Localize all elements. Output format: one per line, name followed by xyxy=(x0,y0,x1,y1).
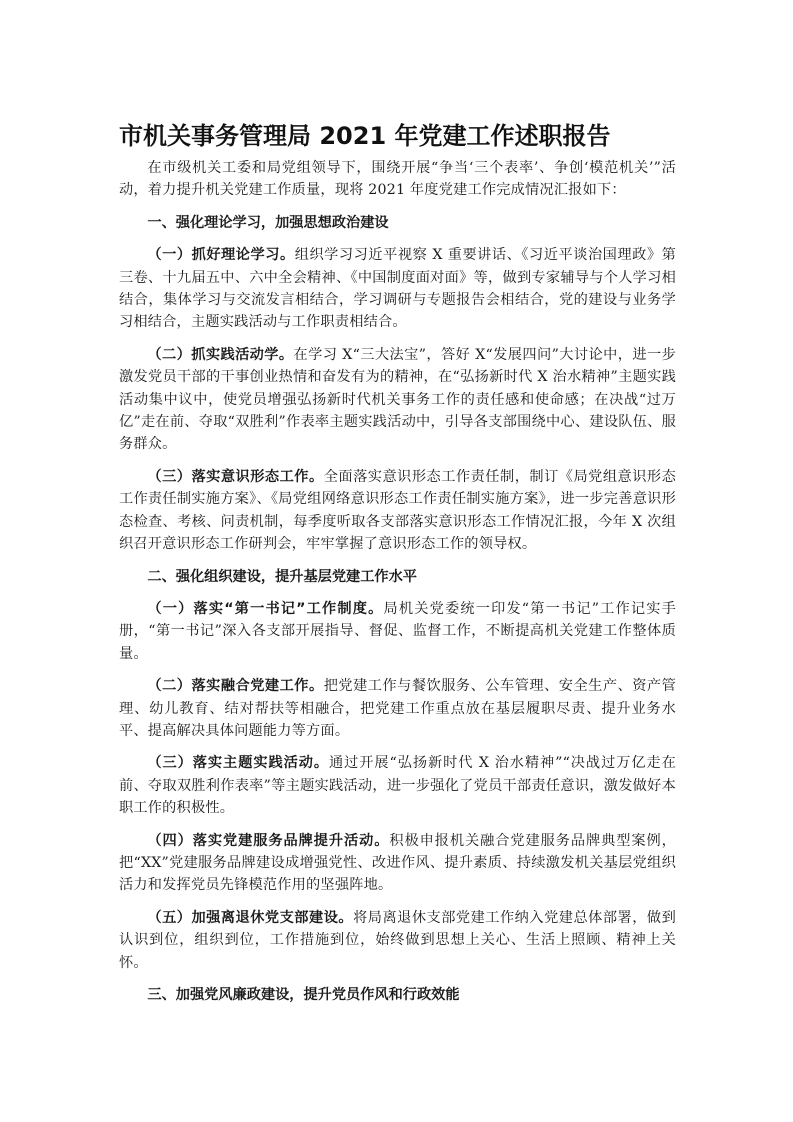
section-heading: 二、强化组织建设，提升基层党建工作水平 xyxy=(147,568,417,585)
paragraph-text: 通过开展“弘扬新时代 X 治水精神”“决战过万亿走在前、夺取双胜利作表率”等主题实践活动，进一步强化了党员干部责任意识，激发做好本职工作的积极性。 xyxy=(119,755,676,817)
paragraph xyxy=(119,598,676,665)
paragraph xyxy=(119,344,676,456)
paragraph-lead: （一）落实“第一书记”工作制度。 xyxy=(147,600,384,617)
paragraph-text: 将局离退休支部党建工作纳入党建总体部署，做到认识到位，组织到位，工作措施到位，始终做到思想上关心、生活上照顾、精神上关怀。 xyxy=(119,909,676,971)
paragraph xyxy=(119,244,676,334)
paragraph-lead: （五）加强离退休党支部建设。 xyxy=(147,909,354,926)
paragraph-text: 积极申报机关融合党建服务品牌典型案例，把“XX”党建服务品牌建设成增强党性、改进作风、提升素质、持续激发机关基层党组织活力和发挥党员先锋模范作用的坚强阵地。 xyxy=(119,832,676,894)
document-body xyxy=(119,157,676,1016)
paragraph-lead: （二）抓实践活动学。 xyxy=(147,346,294,363)
paragraph-lead: （三）落实意识形态工作。 xyxy=(147,468,324,485)
paragraph-text: 在学习 X“三大法宝”，答好 X“发展四问”大讨论中，进一步激发党员干部的干事创业热情和奋发有为的精神，在“弘扬新时代 X 治水精神”主题实践活动集中议中，使党员增强弘扬新时代机关事务工作的责任感和使命感；在决战“过万亿”走在前、夺取“双胜利”作表率主题实践活动中，引导各支部围绕中心、建设队伍、服务群众。 xyxy=(119,346,676,453)
paragraph-text: 把党建工作与餐饮服务、公车管理、安全生产、资产管理、幼儿教育、结对帮扶等相融合，把党建工作重点放在基层履职尽责、提升业务水平、提高解决具体问题能力等方面。 xyxy=(119,678,676,739)
paragraph-lead: （一）抓好理论学习。 xyxy=(147,247,295,264)
paragraph-lead: （四）落实党建服务品牌提升活动。 xyxy=(147,832,390,849)
intro-paragraph: 在市级机关工委和局党组领导下，围绕开展“争当‘三个表率’、争创‘模范机关’”活动，着力提升机关党建工作质量，现将 2021 年度党建工作完成情况汇报如下： xyxy=(119,160,676,199)
document-title: 市机关事务管理局 2021 年党建工作述职报告 xyxy=(119,122,611,150)
section-heading: 三、加强党风廉政建设，提升党员作风和行政效能 xyxy=(147,987,460,1003)
paragraph-text: 局机关党委统一印发“第一书记”工作记实手册，“第一书记”深入各支部开展指导、督促、监督工作，不断提高机关党建工作整体质量。 xyxy=(119,600,676,662)
paragraph-text: 组织学习习近平视察 X 重要讲话、《习近平谈治国理政》第三卷、十九届五中、六中全会精神、《中国制度面对面》等，做到专家辅导与个人学习相结合，集体学习与交流发言相结合，学习调研与专题报告会相结合，党的建设与业务学习相结合，主题实践活动与工作职责相结合。 xyxy=(119,247,676,331)
paragraph xyxy=(119,830,676,897)
section-heading: 一、强化理论学习，加强思想政治建设 xyxy=(147,214,389,231)
paragraph xyxy=(119,466,676,556)
paragraph-lead: （二）落实融合党建工作。 xyxy=(147,678,324,695)
paragraph-text: 全面落实意识形态工作责任制，制订《局党组意识形态工作责任制实施方案》、《局党组网络意识形态工作责任制实施方案》，进一步完善意识形态检查、考核、问责机制，每季度听取各支部落实意识形态工作情况汇报，今年 X 次组织召开意识形态工作研判会，牢牢掌握了意识形态工作的领导权。 xyxy=(119,468,676,553)
paragraph xyxy=(119,675,676,742)
paragraph-lead: （三）落实主题实践活动。 xyxy=(147,755,329,772)
paragraph xyxy=(119,907,676,974)
paragraph xyxy=(119,752,676,819)
